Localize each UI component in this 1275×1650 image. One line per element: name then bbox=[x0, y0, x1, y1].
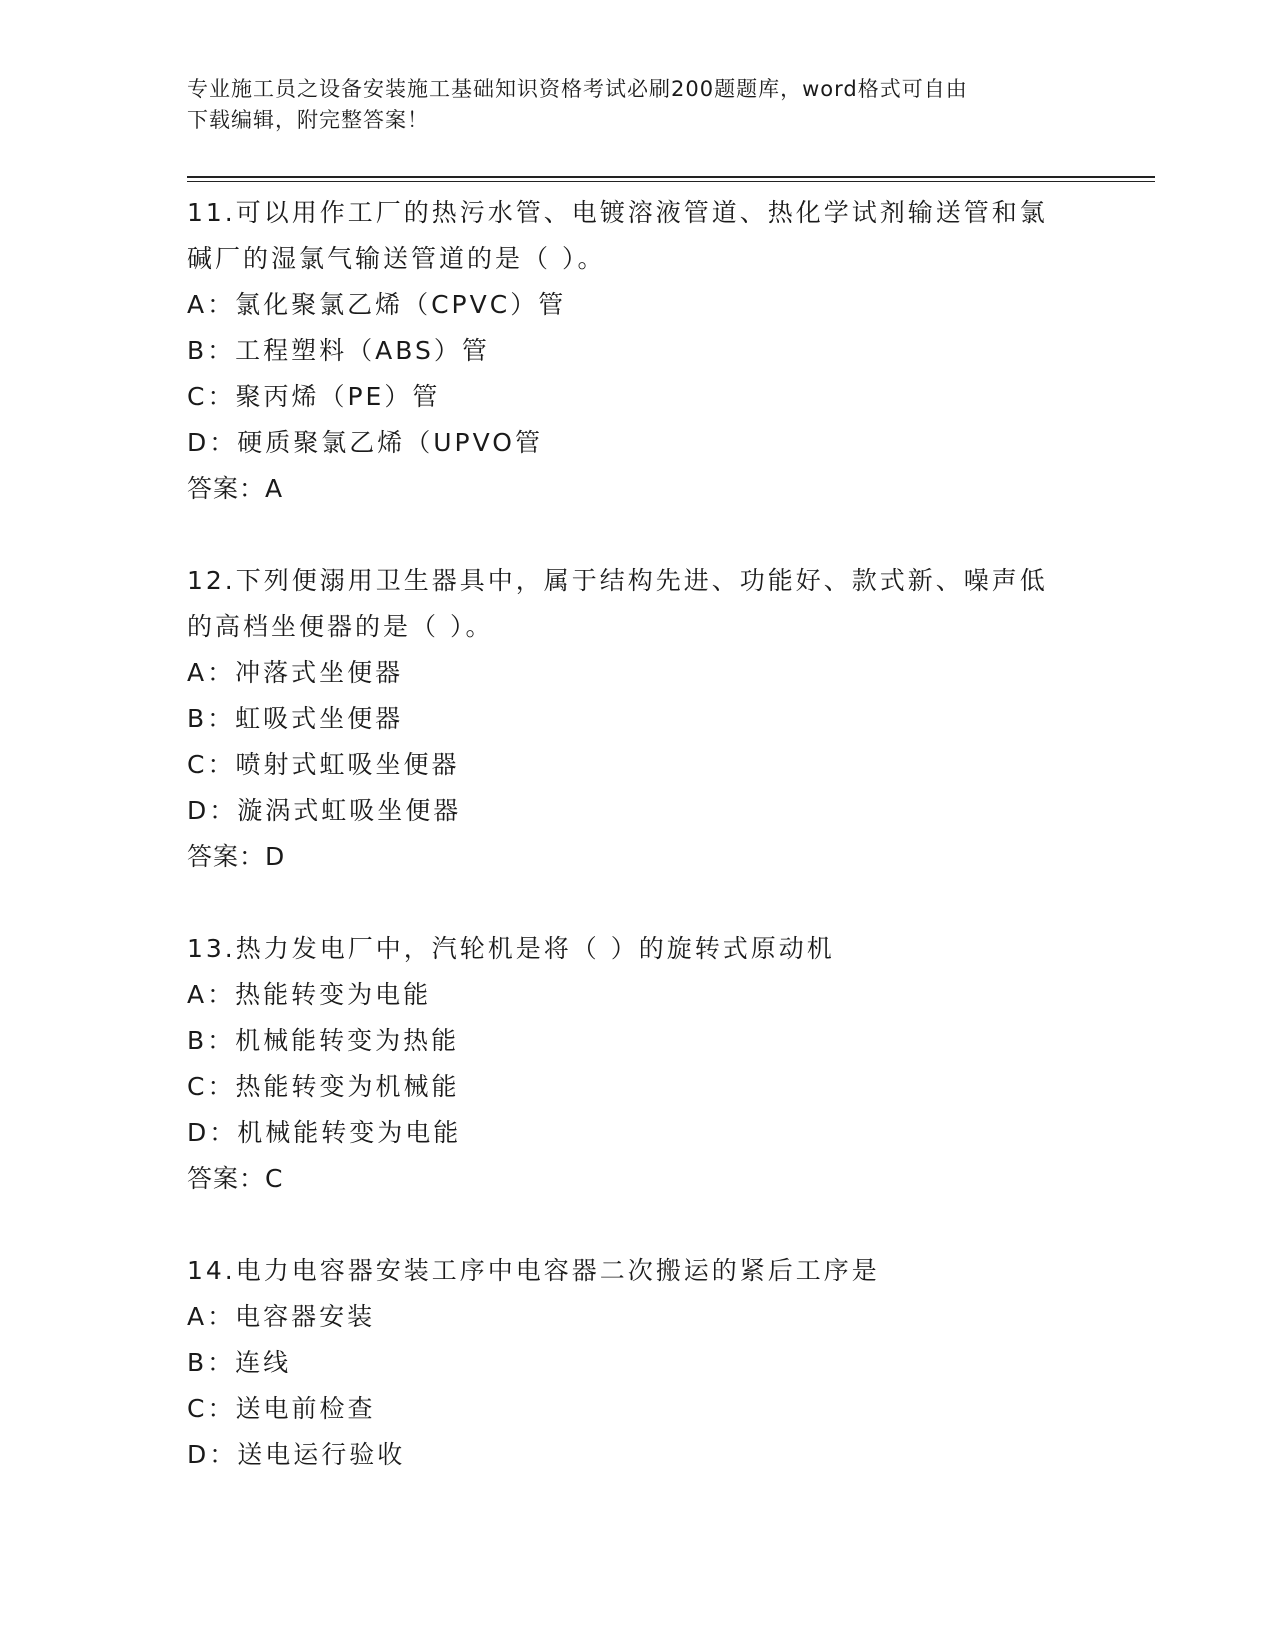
header-line-2: 下载编辑，附完整答案！ bbox=[187, 108, 429, 132]
question-stem-line: 14.电力电容器安装工序中电容器二次搬运的紧后工序是 bbox=[187, 1256, 880, 1285]
header-rule-thick bbox=[187, 176, 1155, 178]
header-rule-thin bbox=[187, 181, 1155, 182]
answer-line: 答案：A bbox=[187, 474, 284, 503]
option-b: B：机械能转变为热能 bbox=[187, 1026, 460, 1055]
question-stem-line: 12.下列便溺用卫生器具中，属于结构先进、功能好、款式新、噪声低 bbox=[187, 566, 1048, 595]
question-stem-line: 的高档坐便器的是（ ）。 bbox=[187, 612, 494, 641]
question-12 bbox=[187, 558, 1087, 880]
question-14 bbox=[187, 1248, 1087, 1478]
option-a: A：氯化聚氯乙烯（CPVC）管 bbox=[187, 290, 567, 319]
answer-line: 答案：D bbox=[187, 842, 286, 871]
option-a: A：电容器安装 bbox=[187, 1302, 376, 1331]
question-13 bbox=[187, 926, 1087, 1202]
question-gap bbox=[187, 880, 1087, 926]
option-c: C：喷射式虹吸坐便器 bbox=[187, 750, 460, 779]
option-d: D：机械能转变为电能 bbox=[187, 1118, 462, 1147]
question-stem-line: 13.热力发电厂中，汽轮机是将（ ）的旋转式原动机 bbox=[187, 934, 835, 963]
question-list bbox=[187, 190, 1087, 1478]
question-gap bbox=[187, 512, 1087, 558]
option-b: B：虹吸式坐便器 bbox=[187, 704, 404, 733]
document-header bbox=[187, 74, 1067, 136]
question-stem-line: 11.可以用作工厂的热污水管、电镀溶液管道、热化学试剂输送管和氯 bbox=[187, 198, 1048, 227]
question-11 bbox=[187, 190, 1087, 512]
option-c: C：送电前检查 bbox=[187, 1394, 376, 1423]
option-b: B：连线 bbox=[187, 1348, 292, 1377]
option-d: D：送电运行验收 bbox=[187, 1440, 406, 1469]
option-d: D：漩涡式虹吸坐便器 bbox=[187, 796, 462, 825]
header-line-1: 专业施工员之设备安装施工基础知识资格考试必刷200题题库，word格式可自由 bbox=[187, 77, 968, 101]
option-c: C：热能转变为机械能 bbox=[187, 1072, 460, 1101]
option-d: D：硬质聚氯乙烯（UPVO管 bbox=[187, 428, 543, 457]
answer-line: 答案：C bbox=[187, 1164, 284, 1193]
option-c: C：聚丙烯（PE）管 bbox=[187, 382, 441, 411]
question-gap bbox=[187, 1202, 1087, 1248]
option-a: A：热能转变为电能 bbox=[187, 980, 432, 1009]
option-a: A：冲落式坐便器 bbox=[187, 658, 404, 687]
option-b: B：工程塑料（ABS）管 bbox=[187, 336, 490, 365]
question-stem-line: 碱厂的湿氯气输送管道的是（ ）。 bbox=[187, 244, 606, 273]
